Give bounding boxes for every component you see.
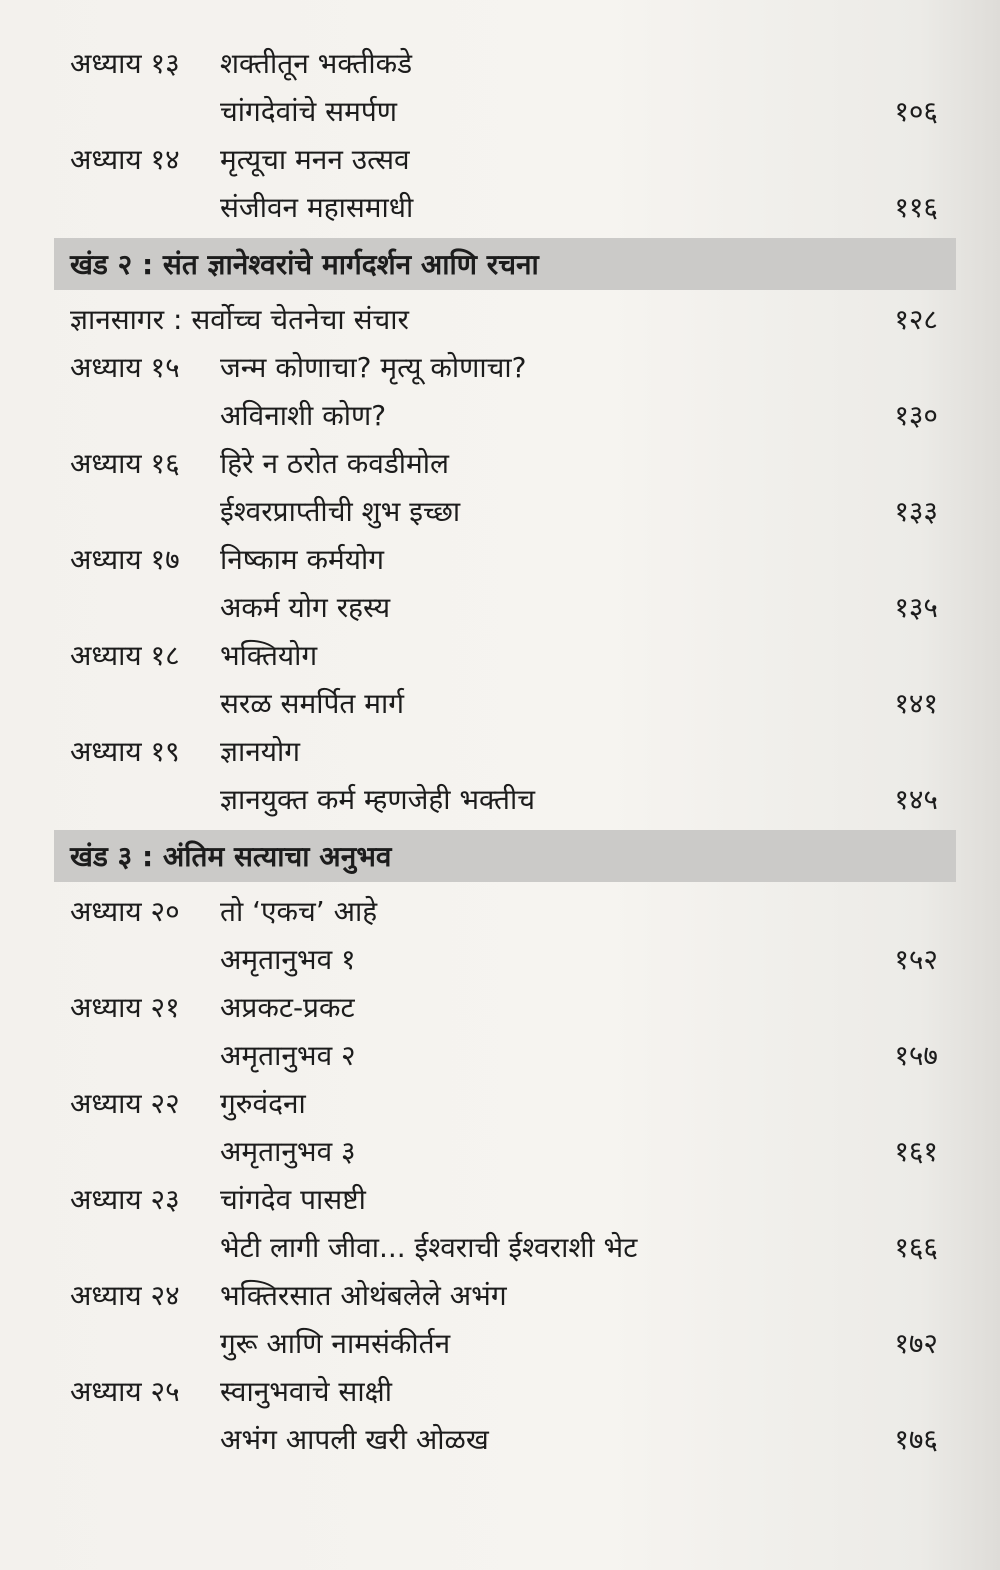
section-heading-3: खंड ३ : अंतिम सत्याचा अनुभव	[54, 830, 956, 882]
chapter-label: अध्याय १५	[70, 351, 180, 384]
toc-line	[54, 1272, 956, 1320]
toc-line	[54, 440, 956, 488]
toc-line	[54, 1368, 956, 1416]
chapter-label: अध्याय १८	[70, 639, 180, 672]
chapter-subtitle: ज्ञानयुक्त कर्म म्हणजेही भक्तीच	[220, 783, 536, 816]
page-number: १७२	[894, 1327, 938, 1360]
toc-line	[54, 1032, 956, 1080]
chapter-subtitle: अमृतानुभव ३	[220, 1135, 356, 1168]
chapter-label: अध्याय २५	[70, 1375, 180, 1408]
toc-line	[54, 888, 956, 936]
toc-entry-18	[54, 632, 956, 728]
toc-line	[54, 40, 956, 88]
toc-line	[54, 1176, 956, 1224]
toc-line	[54, 88, 956, 136]
chapter-label: अध्याय २०	[70, 895, 180, 928]
chapter-label: अध्याय १६	[70, 447, 180, 480]
page-number: ११६	[894, 191, 938, 224]
page-number: १३३	[894, 495, 938, 528]
page-number: १६६	[894, 1231, 938, 1264]
chapter-title: मृत्यूचा मनन उत्सव	[220, 143, 410, 176]
toc-line	[54, 1416, 956, 1464]
chapter-subtitle: चांगदेवांचे समर्पण	[220, 95, 397, 128]
chapter-subtitle: अकर्म योग रहस्य	[220, 591, 391, 624]
toc-entry-23	[54, 1176, 956, 1272]
chapter-label: अध्याय १३	[70, 47, 180, 80]
toc-line	[54, 984, 956, 1032]
toc-line	[54, 632, 956, 680]
toc-line	[54, 344, 956, 392]
chapter-subtitle: ईश्वरप्राप्तीची शुभ इच्छा	[220, 495, 461, 528]
page-number: १७६	[894, 1423, 938, 1456]
chapter-label: अध्याय १९	[70, 735, 180, 768]
chapter-label: अध्याय १७	[70, 543, 180, 576]
chapter-title: भक्तियोग	[220, 639, 318, 672]
chapter-title: जन्म कोणाचा? मृत्यू कोणाचा?	[220, 351, 527, 384]
chapter-title: शक्तीतून भक्तीकडे	[220, 47, 413, 80]
toc-line	[54, 488, 956, 536]
page-number: १२८	[894, 303, 938, 336]
page-number: १४५	[894, 783, 938, 816]
chapter-title: निष्काम कर्मयोग	[220, 543, 385, 576]
toc-line	[54, 680, 956, 728]
page-number: १६१	[894, 1135, 938, 1168]
section-heading-2: खंड २ : संत ज्ञानेश्वरांचे मार्गदर्शन आणि रचना	[54, 238, 956, 290]
chapter-subtitle: संजीवन महासमाधी	[220, 191, 414, 224]
page-number: १४१	[894, 687, 938, 720]
chapter-title: चांगदेव पासष्टी	[220, 1183, 366, 1216]
chapter-title: अप्रकट-प्रकट	[220, 991, 355, 1024]
chapter-subtitle: सरळ समर्पित मार्ग	[220, 687, 405, 720]
toc-line	[54, 584, 956, 632]
toc-entry-14	[54, 136, 956, 232]
toc-entry-25	[54, 1368, 956, 1464]
toc-entry-22	[54, 1080, 956, 1176]
chapter-subtitle: अविनाशी कोण?	[220, 399, 387, 432]
toc-line	[54, 776, 956, 824]
toc-entry-21	[54, 984, 956, 1080]
chapter-subtitle: अमृतानुभव १	[220, 943, 356, 976]
chapter-label: अध्याय २१	[70, 991, 180, 1024]
toc-line	[54, 936, 956, 984]
toc-entry-20	[54, 888, 956, 984]
page-number: १५७	[894, 1039, 938, 1072]
chapter-label: अध्याय १४	[70, 143, 180, 176]
toc-line	[54, 536, 956, 584]
chapter-subtitle: अभंग आपली खरी ओळख	[220, 1423, 489, 1456]
toc-line	[54, 1224, 956, 1272]
toc-line	[54, 1320, 956, 1368]
toc-entry-15	[54, 344, 956, 440]
toc-line	[54, 728, 956, 776]
toc-line	[54, 184, 956, 232]
chapter-label: अध्याय २४	[70, 1279, 180, 1312]
toc-line	[54, 392, 956, 440]
page-number: १३५	[894, 591, 938, 624]
chapter-title: हिरे न ठरोत कवडीमोल	[220, 447, 450, 480]
chapter-title: स्वानुभवाचे साक्षी	[220, 1375, 392, 1408]
toc-entry-16	[54, 440, 956, 536]
page-number: १५२	[894, 943, 938, 976]
chapter-title: तो ‘एकच’ आहे	[220, 895, 378, 928]
toc-entry-13	[54, 40, 956, 136]
chapter-title: भक्तिरसात ओथंबलेले अभंग	[220, 1279, 507, 1312]
toc-entry-17	[54, 536, 956, 632]
special-entry-title: ज्ञानसागर : सर्वोच्च चेतनेचा संचार	[70, 303, 409, 336]
toc-entry-19	[54, 728, 956, 824]
toc-line	[54, 136, 956, 184]
table-of-contents	[54, 40, 956, 1464]
toc-entry-special	[54, 296, 956, 344]
toc-line	[54, 1080, 956, 1128]
toc-entry-24	[54, 1272, 956, 1368]
chapter-title: ज्ञानयोग	[220, 735, 300, 768]
page-number: १०६	[894, 95, 938, 128]
chapter-title: गुरुवंदना	[220, 1087, 306, 1120]
chapter-subtitle: गुरू आणि नामसंकीर्तन	[220, 1327, 451, 1360]
chapter-label: अध्याय २३	[70, 1183, 180, 1216]
page-number: १३०	[894, 399, 938, 432]
toc-line	[54, 1128, 956, 1176]
chapter-subtitle: भेटी लागी जीवा... ईश्वराची ईश्वराशी भेट	[220, 1231, 638, 1264]
chapter-subtitle: अमृतानुभव २	[220, 1039, 356, 1072]
chapter-label: अध्याय २२	[70, 1087, 180, 1120]
